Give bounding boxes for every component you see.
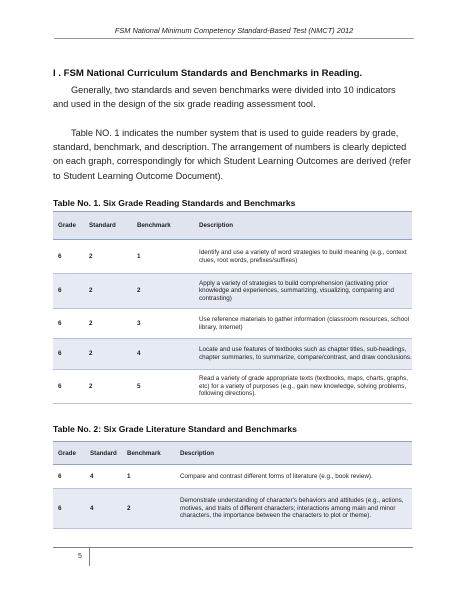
cell-grade: 6 <box>53 274 84 309</box>
cell-grade: 6 <box>53 339 84 370</box>
table-header-row <box>53 212 412 240</box>
column-header-grade: Grade <box>53 442 85 465</box>
column-header-standard: Standard <box>85 442 122 465</box>
running-header: FSM National Minimum Competency Standard-Based Test (NMCT) 2012 <box>114 26 354 35</box>
column-header-description: Description <box>194 212 412 240</box>
literature-standards-table <box>53 441 412 529</box>
column-header-grade: Grade <box>53 212 84 240</box>
cell-benchmark: 3 <box>132 309 194 339</box>
cell-standard: 2 <box>84 339 132 370</box>
column-header-benchmark: Benchmark <box>122 442 175 465</box>
cell-grade: 6 <box>53 240 84 274</box>
cell-description: Locate and use features of textbooks such as chapter titles, sub-headings, chapter summaries, to summarize, compare/contrast, and draw conclusions. <box>194 339 412 370</box>
cell-standard: 2 <box>84 309 132 339</box>
cell-description: Demonstrate understanding of character's behaviors and attitudes (e.g., actions, motives, and traits of different characters; interactions among main and minor characters, the importance between the characters to plot or theme). <box>175 489 412 529</box>
reading-standards-table <box>53 211 412 404</box>
table-header-row <box>53 442 412 465</box>
page-number: 5 <box>78 553 82 560</box>
column-header-description: Description <box>175 442 412 465</box>
cell-grade: 6 <box>53 465 85 489</box>
table-row <box>53 339 412 370</box>
cell-standard: 2 <box>84 370 132 404</box>
table-row <box>53 465 412 489</box>
cell-grade: 6 <box>53 489 85 529</box>
cell-standard: 4 <box>85 465 122 489</box>
cell-description: Apply a variety of strategies to build comprehension (activating prior knowledge and experiences, summarizing, visualizing, comparing and contrasting) <box>194 274 412 309</box>
cell-grade: 6 <box>53 370 84 404</box>
cell-description: Use reference materials to gather information (classroom resources, school library, Internet) <box>194 309 412 339</box>
cell-standard: 2 <box>84 274 132 309</box>
cell-benchmark: 1 <box>122 465 175 489</box>
table1-title: Table No. 1. Six Grade Reading Standards and Benchmarks <box>53 198 296 208</box>
cell-description: Read a variety of grade appropriate texts (textbooks, maps, charts, graphs, etc) for a variety of purposes (e.g., gain new knowledge, solving problems, following directions). <box>194 370 412 404</box>
section-heading: I . FSM National Curriculum Standards and Benchmarks in Reading. <box>53 68 363 79</box>
column-header-standard: Standard <box>84 212 132 240</box>
table-row <box>53 240 412 274</box>
table-row <box>53 370 412 404</box>
cell-benchmark: 2 <box>132 274 194 309</box>
footer-page-separator <box>89 547 90 566</box>
header-divider <box>54 38 414 39</box>
cell-grade: 6 <box>53 309 84 339</box>
cell-standard: 4 <box>85 489 122 529</box>
cell-standard: 2 <box>84 240 132 274</box>
cell-benchmark: 1 <box>132 240 194 274</box>
table2-title: Table No. 2: Six Grade Literature Standard and Benchmarks <box>53 424 297 434</box>
cell-benchmark: 4 <box>132 339 194 370</box>
table-explanation-paragraph: Table NO. 1 indicates the number system that is used to guide readers by grade, standard, benchmark, and description. The arrangement of numbers is clearly depicted on each graph, correspondingly for which Student Learning Outcomes are derived (refer to Student Learning Outcome Document). <box>53 128 412 181</box>
cell-benchmark: 2 <box>122 489 175 529</box>
column-header-benchmark: Benchmark <box>132 212 194 240</box>
intro-paragraph: Generally, two standards and seven benchmarks were divided into 10 indicators and used in the design of the six grade reading assessment tool. <box>53 85 396 110</box>
table-row <box>53 274 412 309</box>
cell-description: Identify and use a variety of word strategies to build meaning (e.g., context clues, root words, prefixes/suffixes) <box>194 240 412 274</box>
cell-description: Compare and contrast different forms of literature (e.g., book review). <box>175 465 412 489</box>
table-row <box>53 489 412 529</box>
footer-divider <box>53 547 413 548</box>
table-row <box>53 309 412 339</box>
cell-benchmark: 5 <box>132 370 194 404</box>
